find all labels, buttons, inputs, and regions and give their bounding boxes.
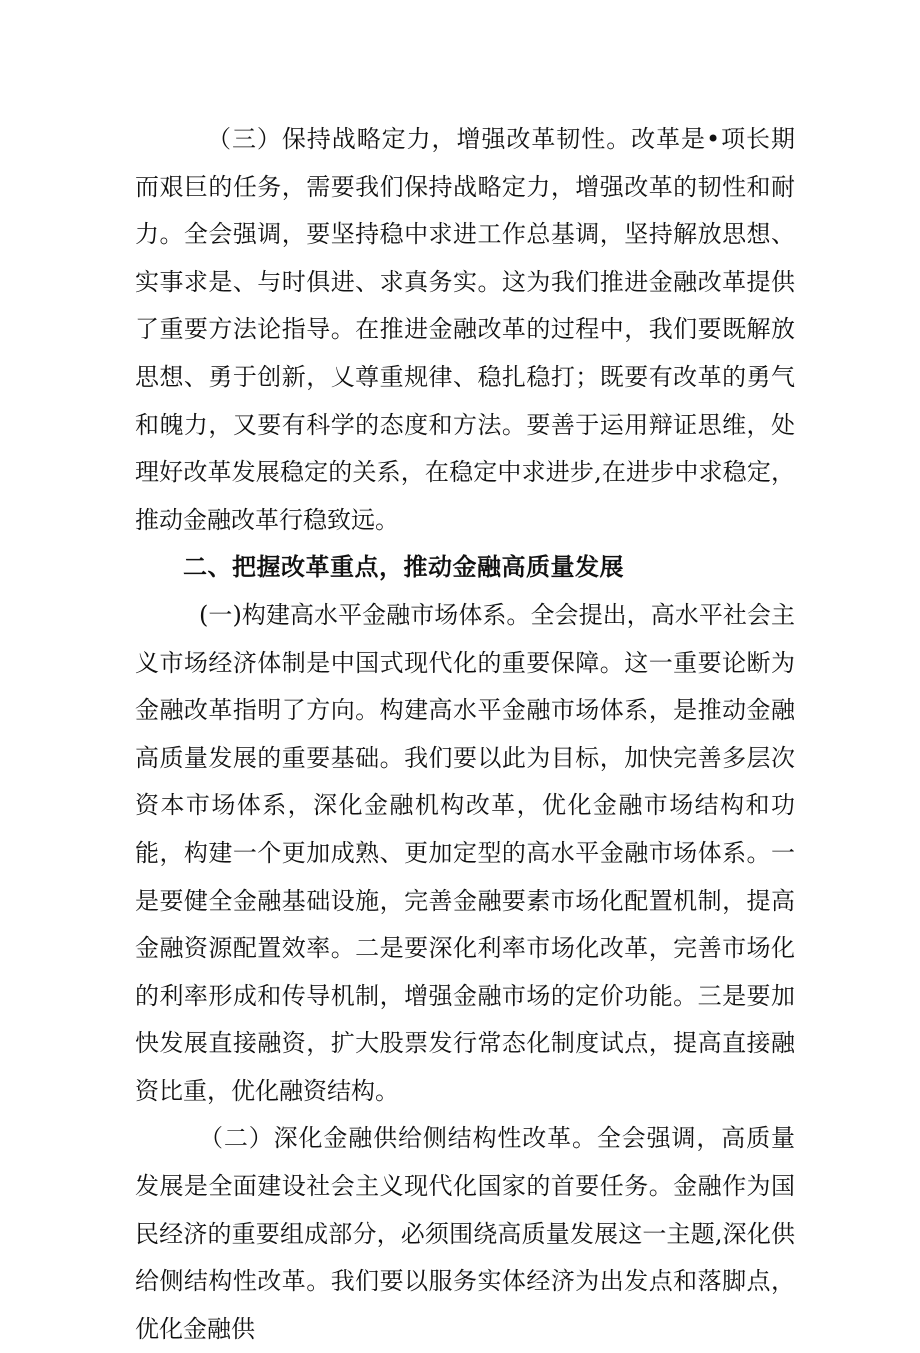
paragraph-supply-side-reform: （二）深化金融供给侧结构性改革。全会强调，高质量发展是全面建设社会主义现代化国家的首要任务。金融作为国民经济的重要组成部分，必须围绕高质量发展这一主题,深化供给侧结构性改革。我们要以服务实体经济为出发点和落脚点，优化金融供 xyxy=(135,1124,795,1343)
paragraph-strategic-resolve xyxy=(135,116,795,544)
paragraph-lead-number: （三） xyxy=(207,125,282,153)
section-heading: 二、把握改革重点，推动金融高质量发展 xyxy=(183,553,624,582)
paragraph-financial-market-system: (一)构建高水平金融市场体系。全会提出，高水平社会主义市场经济体制是中国式现代化的重要保障。这一重要论断为金融改革指明了方向。构建高水平金融市场体系，是推动金融高质量发展的重要基础。我们要以此为目标，加快完善多层次资本市场体系，深化金融机构改革，优化金融市场结构和功能，构建一个更加成熟、更加定型的高水平金融市场体系。一是要健全金融基础设施，完善金融要素市场化配置机制，提高金融资源配置效率。二是要深化利率市场化改革，完善市场化的利率形成和传导机制，增强金融市场的定价功能。三是要加快发展直接融资，扩大股票发行常态化制度试点，提高直接融资比重，优化融资结构。 xyxy=(135,600,795,1105)
document-body xyxy=(135,116,795,1353)
paragraph-text: 保持战略定力，增强改革韧性。改革是•项长期而艰巨的任务，需要我们保持战略定力，增强改革的韧性和耐力。全会强调，要坚持稳中求进工作总基调，坚持解放思想、实事求是、与时俱进、求真务实。这为我们推进金融改革提供了重要方法论指导。在推进金融改革的过程中，我们要既解放思想、勇于创新，乂尊重规律、稳扎稳打；既要有改革的勇气和魄力，又要有科学的态度和方法。要善于运用辩证思维，处理好改革发展稳定的关系，在稳定中求进步,在进步中求稳定，推动金融改革行稳致远。 xyxy=(135,125,796,534)
